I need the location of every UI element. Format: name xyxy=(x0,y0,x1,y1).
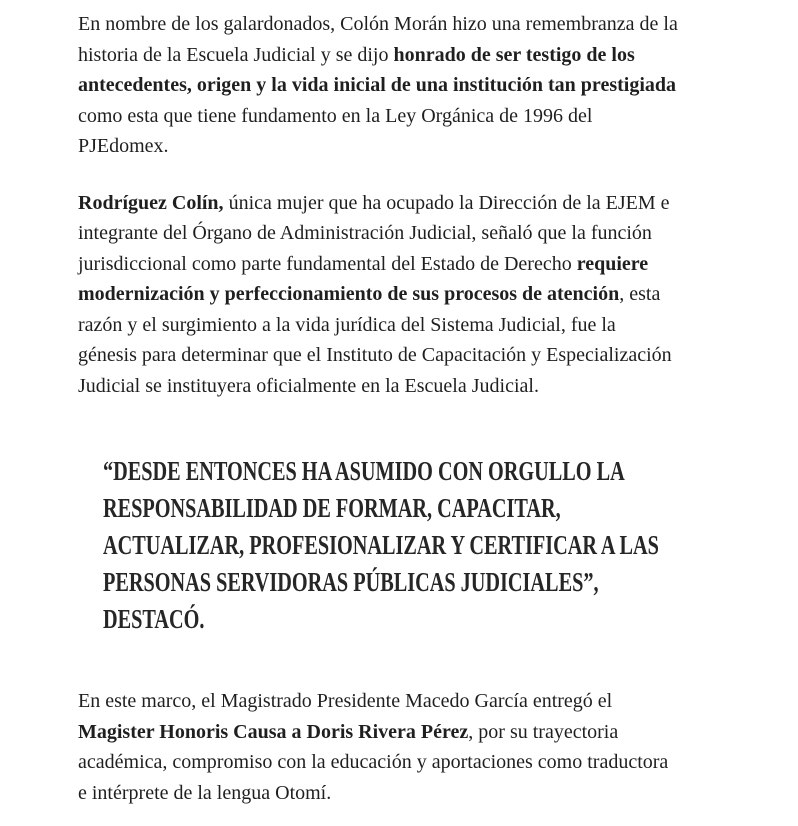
text-segment: Judicial se instituyera oficialmente en la Escuela Judicial. xyxy=(78,374,539,397)
text-segment: PJEdomex. xyxy=(78,135,169,157)
text-segment: , esta xyxy=(619,283,661,305)
text-segment: requiere xyxy=(576,252,649,275)
pull-quote-text xyxy=(103,453,741,638)
text-segment: jurisdiccional como parte fundamental del Estado de Derecho xyxy=(78,252,577,275)
pull-quote xyxy=(103,453,798,638)
text-segment: única mujer que ha ocupado la Dirección de la EJEM e xyxy=(223,191,670,214)
article-paragraph xyxy=(78,686,798,808)
text-segment: integrante del Órgano de Administración Judicial, señaló que la función xyxy=(78,222,652,244)
article-paragraph xyxy=(78,9,798,162)
text-segment: En este marco, el Magistrado Presidente Macedo García entregó el xyxy=(78,690,613,712)
text-segment: modernización y perfeccionamiento de sus procesos de atención xyxy=(78,283,620,305)
text-segment: razón y el surgimiento a la vida jurídica del Sistema Judicial, fue la xyxy=(78,313,616,336)
text-segment: como esta que tiene fundamento en la Ley Orgánica de 1996 del xyxy=(78,104,593,127)
text-segment: DESTACÓ. xyxy=(103,604,205,634)
text-segment: génesis para determinar que el Instituto de Capacitación y Especialización xyxy=(78,344,672,366)
text-segment: historia de la Escuela Judicial y se dijo xyxy=(78,43,394,66)
article-paragraph xyxy=(78,188,798,402)
text-segment: Rodríguez Colín, xyxy=(78,191,224,214)
text-segment: antecedentes, origen y la vida inicial de una institución tan prestigiada xyxy=(78,74,676,96)
text-segment: ACTUALIZAR, PROFESIONALIZAR Y CERTIFICAR A LAS xyxy=(103,530,659,560)
text-segment: e intérprete de la lengua Otomí. xyxy=(78,781,332,804)
text-segment: En nombre de los galardonados, Colón Morán hizo una remembranza de la xyxy=(78,13,678,35)
text-segment: honrado de ser testigo de los xyxy=(393,43,635,66)
text-segment: “DESDE ENTONCES HA ASUMIDO CON ORGULLO LA xyxy=(103,456,625,486)
text-segment: , por su trayectoria xyxy=(468,720,619,743)
text-segment: académica, compromiso con la educación y aportaciones como traductora xyxy=(78,751,669,773)
text-segment: Magister Honoris Causa a Doris Rivera Pérez xyxy=(78,720,469,743)
text-segment: PERSONAS SERVIDORAS PÚBLICAS JUDICIALES”, xyxy=(103,567,599,597)
text-segment: RESPONSABILIDAD DE FORMAR, CAPACITAR, xyxy=(103,493,561,523)
